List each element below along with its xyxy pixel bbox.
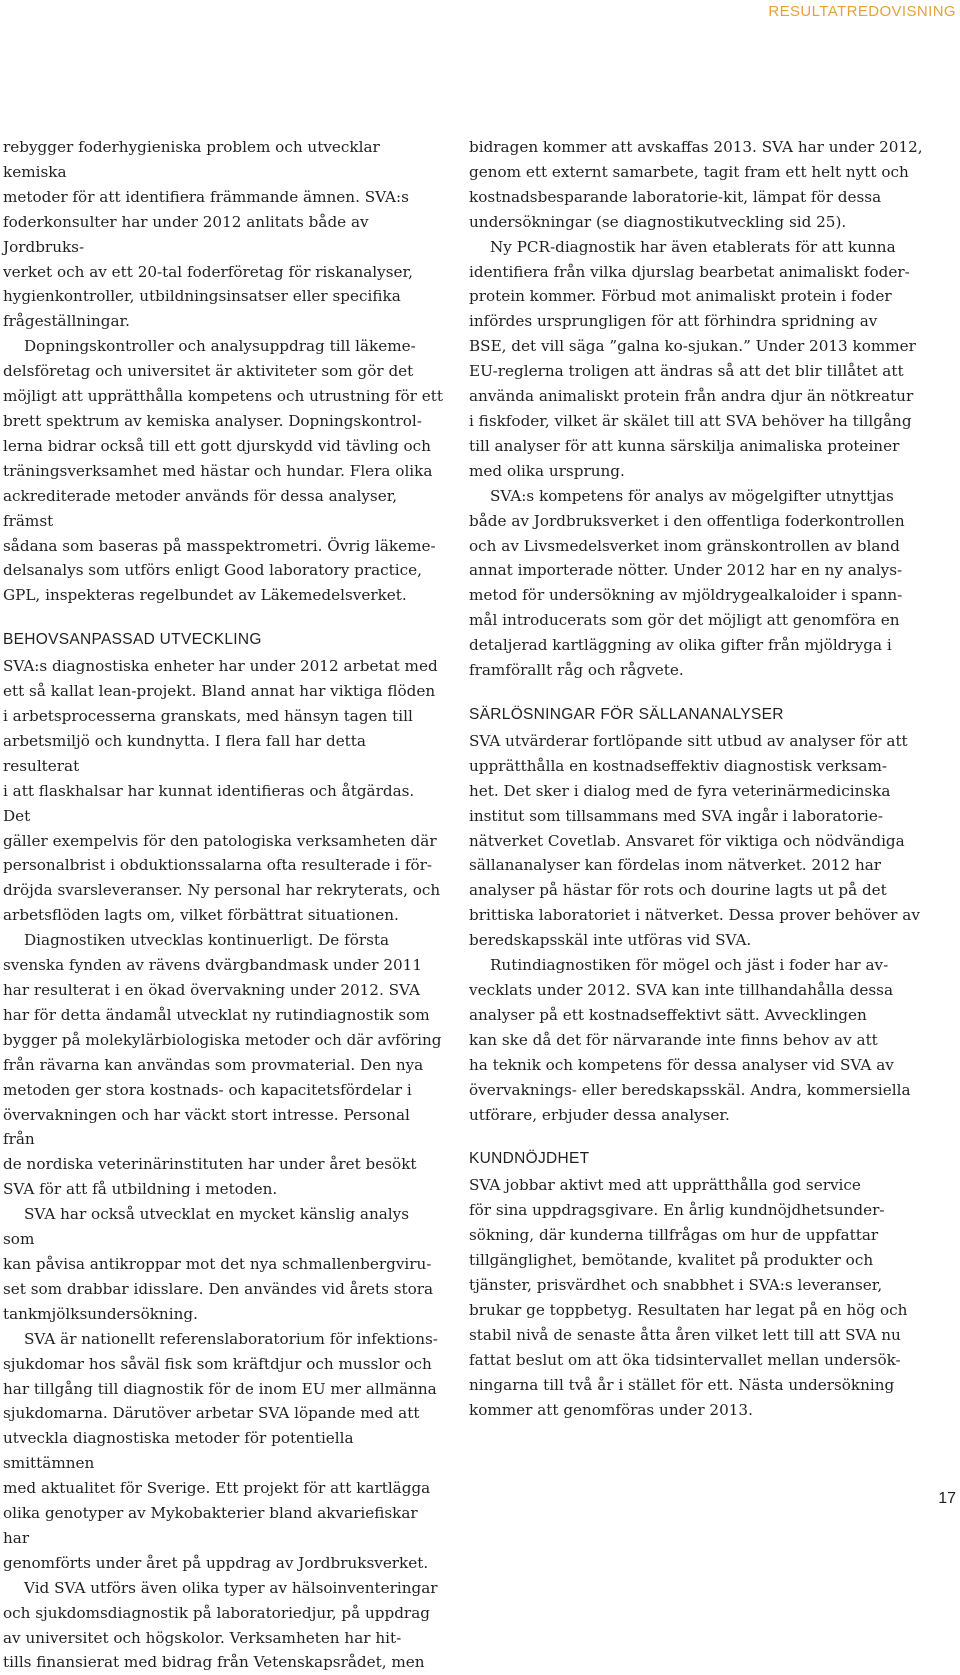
left-column xyxy=(3,135,443,1675)
section-heading: BEHOVSANPASSAD UTVECKLING xyxy=(3,631,262,649)
running-head: RESULTATREDOVISNING xyxy=(768,3,956,20)
paragraph: Diagnostiken utvecklas kontinuerligt. De första svenska fynden av rävens dvärgbandmask under 2011 har resulterat i en ökad övervakning under 2012. SVA har för detta ändamål utvecklat ny rutindiagnostik som bygger på molekylärbiologiska metoder och där avföring från rävarna kan användas som provmaterial. Den nya metoden ger stora kostnads- och kapacitetsfördelar i övervakningen och har väckt stort intresse. Personal från de nordiska veterinärinstituten har under året besökt SVA för att få utbildning i metoden. xyxy=(3,931,442,1199)
paragraph: Dopningskontroller och analysuppdrag till läkeme- delsföretag och universitet är aktiviteter som gör det möjligt att upprätthålla kompetens och utrustning för ett brett spektrum av kemiska analyser. Dopningskontrol- lerna bidrar också till ett gott djurskydd vid tävling och träningsverksamhet med hästar och hundar. Flera olika ackrediterade metoder används för dessa analyser, främst sådana som baseras på masspektrometri. Övrig läkeme- delsanalys som utförs enligt Good laboratory practice, GPL, inspekteras regelbundet av Läkemedelsverket. xyxy=(3,337,443,605)
right-column xyxy=(469,135,939,1423)
paragraph: SVA är nationellt referenslaboratorium för infektions- sjukdomar hos såväl fisk som kräftdjur och musslor och har tillgång till diagnostik för de inom EU mer allmänna sjukdomarna. Därutöver arbetar SVA löpande med att utveckla diagnostiska metoder för potentiella smittämnen med aktualitet för Sverige. Ett projekt för att kartlägga olika genotyper av Mykobakterier bland akvariefiskar har genomförts under året på uppdrag av Jordbruksverket. xyxy=(3,1329,438,1572)
paragraph: rebygger foderhygieniska problem och utvecklar kemiska metoder för att identifiera främmande ämnen. SVA:s foderkonsulter har under 2012 anlitats både av Jordbruks- verket och av ett 20-tal foderföretag för riskanalyser, hygienkontroller, utbildningsinsatser eller specifika frågeställningar. xyxy=(3,138,413,331)
section-heading: SÄRLÖSNINGAR FÖR SÄLLANANALYSER xyxy=(469,705,784,723)
paragraph: Ny PCR-diagnostik har även etablerats för att kunna identifiera från vilka djurslag bearbetat animaliskt foder- protein kommer. Förbud mot animaliskt protein i foder infördes ursprungligen för att förhindra spridning av BSE, det vill säga ”galna ko-sjukan.” Under 2013 kommer EU-reglerna troligen att ändras så att det blir tillåtet att använda animaliskt protein från andra djur än nötkreatur i fiskfoder, vilket är skälet till att SVA behöver ha tillgång till analyser för att kunna särskilja animaliska proteiner med olika ursprung. xyxy=(469,237,916,480)
paragraph: SVA utvärderar fortlöpande sitt utbud av analyser för att upprätthålla en kostnadseffektiv diagnostisk verksam- het. Det sker i dialog med de fyra veterinärmedicinska institut som tillsammans med SVA ingår i laboratorie- nätverket Covetlab. Ansvaret för viktiga och nödvändiga sällananalyser kan fördelas inom nätverket. 2012 har analyser på hästar för rots och dourine lagts ut på det brittiska laboratoriet i nätverket. Dessa prover behöver av beredskapsskäl inte utföras vid SVA. xyxy=(469,731,920,950)
paragraph: Vid SVA utförs även olika typer av hälsoinventeringar och sjukdomsdiagnostik på laboratoriedjur, på uppdrag av universitet och högskolor. Verksamheten har hit- tills finansierat med bidrag från Vetenskapsrådet, men xyxy=(3,1578,438,1672)
page-number: 17 xyxy=(938,1490,956,1507)
paragraph: Rutindiagnostiken för mögel och jäst i foder har av- vecklats under 2012. SVA kan inte tillhandahålla dessa analyser på ett kostnadseffektivt sätt. Avvecklingen kan ske då det för närvarande inte finns behov av att ha teknik och kompetens för dessa analyser vid SVA av övervaknings- eller beredskapsskäl. Andra, kommersiella utförare, erbjuder dessa analyser. xyxy=(469,956,911,1124)
paragraph: SVA:s diagnostiska enheter har under 2012 arbetat med ett så kallat lean-projekt. Bland annat har viktiga flöden i arbetsprocesserna granskats, med hänsyn tagen till arbetsmiljö och kundnytta. I flera fall har detta resulterat i att flaskhalsar har kunnat identifieras och åtgärdas. Det gäller exempelvis för den patologiska verksamheten där personalbrist i obduktionssalarna ofta resulterade i för- dröjda svarsleveranser. Ny personal har rekryterats, och arbetsflöden lagts om, vilket förbättrat situationen. xyxy=(3,657,441,925)
paragraph: SVA har också utvecklat en mycket känslig analys som kan påvisa antikroppar mot det nya schmallenbergviru- set som drabbar idisslare. Den användes vid årets stora tankmjölksundersökning. xyxy=(3,1205,434,1323)
paragraph: bidragen kommer att avskaffas 2013. SVA har under 2012, genom ett externt samarbete, tagit fram ett helt nytt och kostnadsbesparande laboratorie-kit, lämpat för dessa undersökningar (se diagnostikutveckling sid 25). xyxy=(469,138,923,231)
section-heading: KUNDNÖJDHET xyxy=(469,1150,590,1168)
paragraph: SVA:s kompetens för analys av mögelgifter utnyttjas både av Jordbruksverket i den offentliga foderkontrollen och av Livsmedelsverket inom gränskontrollen av bland annat importerade nötter. Under 2012 har en ny analys- metod för undersökning av mjöldrygealkaloider i spann- mål introducerats som gör det möjligt att genomföra en detaljerad kartläggning av olika gifter från mjöldryga i framförallt råg och rågvete. xyxy=(469,486,905,680)
paragraph: SVA jobbar aktivt med att upprätthålla god service för sina uppdragsgivare. En årlig kundnöjdhetsunder- sökning, där kunderna tillfrågas om hur de uppfattar tillgänglighet, bemötande, kvalitet på produkter och tjänster, prisvärdhet och snabbhet i SVA:s leveranser, brukar ge toppbetyg. Resultaten har legat på en hög och stabil nivå de senaste åtta åren vilket lett till att SVA nu fattat beslut om att öka tidsintervallet mellan undersök- ningarna till två år i stället för ett. Nästa undersökning kommer att genomföras under 2013. xyxy=(469,1176,908,1419)
